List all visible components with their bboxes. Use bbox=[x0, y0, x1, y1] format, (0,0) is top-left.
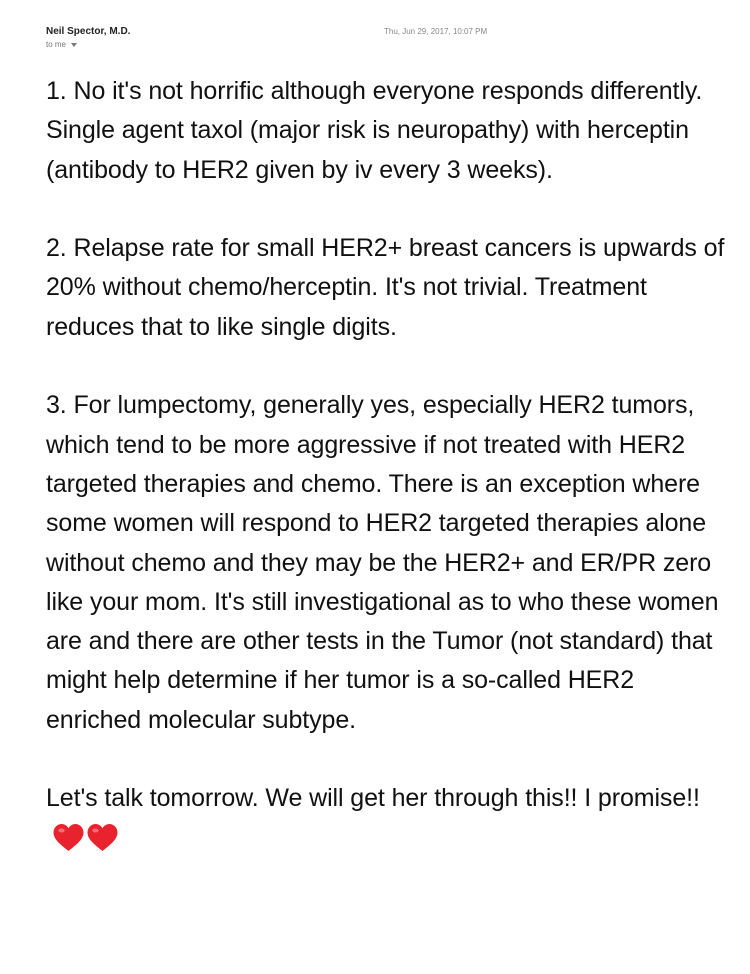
paragraph-spacer bbox=[46, 347, 726, 386]
recipient-label: to me bbox=[46, 40, 67, 49]
paragraph-1: 1. No it's not horrific although everyone responds differently. Single agent taxol (major risk is neuropathy) with herceptin (antibody to HER2 given by iv every 3 weeks). bbox=[46, 77, 703, 184]
sender-name[interactable]: Neil Spector, M.D. bbox=[46, 26, 131, 37]
hearts-emoji-group bbox=[52, 823, 120, 865]
closing-text: Let's talk tomorrow. We will get her through this!! I promise!! bbox=[46, 784, 700, 813]
paragraph-spacer bbox=[46, 190, 726, 229]
heart-icon bbox=[52, 823, 85, 853]
paragraph-3: 3. For lumpectomy, generally yes, especially HER2 tumors, which tend to be more aggressive if not treated with HER2 targeted therapies and chemo. There is an exception where some women will respond to HER2 targeted therapies alone without chemo and they may be the HER2+ and ER/PR zero like your mom. It's still investigational as to who these women are and there are other tests in the Tumor (not standard) that might help determine if her tumor is a so-called HER2 enriched molecular subtype. bbox=[46, 391, 719, 734]
email-body bbox=[46, 72, 726, 865]
email-header bbox=[46, 26, 706, 56]
paragraph-closing bbox=[46, 779, 726, 865]
recipient-details[interactable] bbox=[46, 40, 77, 49]
email-timestamp: Thu, Jun 29, 2017, 10:07 PM bbox=[384, 27, 488, 36]
paragraph-2: 2. Relapse rate for small HER2+ breast cancers is upwards of 20% without chemo/herceptin. It's not trivial. Treatment reduces that to like single digits. bbox=[46, 234, 725, 341]
heart-icon bbox=[86, 823, 119, 853]
chevron-down-icon[interactable] bbox=[71, 43, 77, 47]
paragraph-spacer bbox=[46, 740, 726, 779]
